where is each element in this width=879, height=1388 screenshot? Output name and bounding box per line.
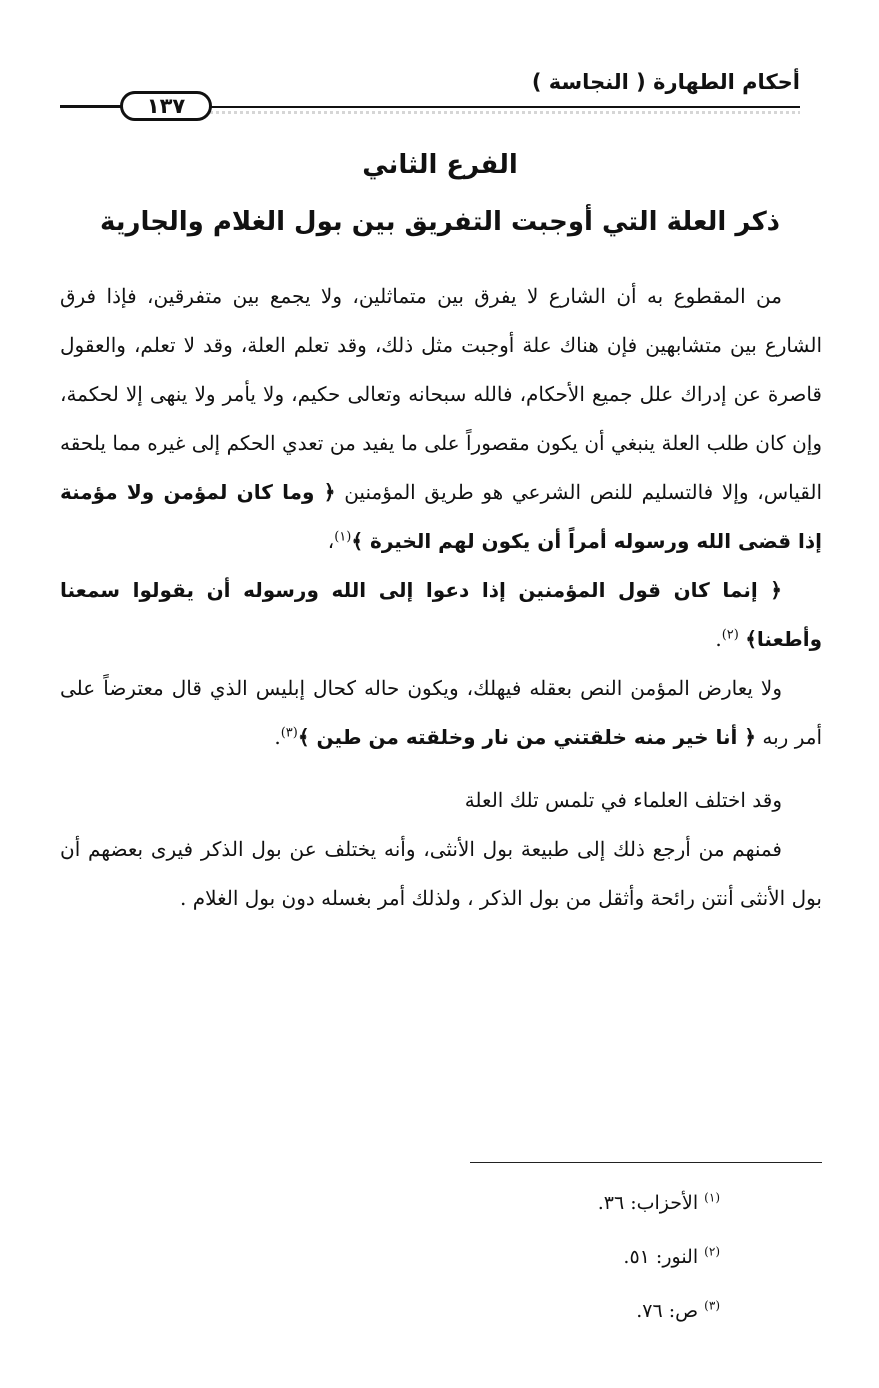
page-number-badge: [120, 91, 212, 121]
footnote-1: [60, 1176, 720, 1230]
main-text: [60, 272, 822, 923]
footnote-marker: (٢): [704, 1244, 720, 1259]
footnote-ref-3: (٣): [280, 725, 298, 741]
quran-quote-3: ﴿ أنا خير منه خلقتني من نار وخلقته من طين ﴾: [297, 725, 757, 749]
page-number: ١٣٧: [146, 94, 186, 118]
paragraph-5: فمنهم من أرجع ذلك إلى طبيعة بول الأنثى، وأنه يختلف عن بول الذكر فيرى بعضهم أن بول الأنثى أنتن رائحة وأثقل من بول الذكر ، ولذلك أمر بغسله دون بول الغلام .: [60, 837, 822, 910]
paragraph-3-end: .: [274, 725, 281, 749]
paragraph-1-text: من المقطوع به أن الشارع لا يفرق بين متماثلين، ولا يجمع بين متفرقين، فإذا فرق الشارع بين متشابهين فإن هناك علة أوجبت مثل ذلك، وقد تعلم العلة، وقد لا تعلم، والعقول قاصرة عن إدراك علل جميع الأحكام، فالله سبحانه وتعالى حكيم، ولا يأمر ولا ينهى إلا لحكمة، وإن كان طلب العلة ينبغي أن يكون مقصوراً على ما يفيد من تعدي الحكم إلى غيره مما يلحقه القياس، وإلا فالتسليم للنص الشرعي هو طريق المؤمنين: [60, 284, 823, 504]
footnote-ref-2: (٢): [721, 627, 739, 643]
branch-title: الفرع الثاني: [362, 150, 518, 180]
paragraph-2: [60, 566, 822, 664]
footnote-text: النور: ٥١.: [623, 1246, 699, 1268]
footnote-3: [60, 1284, 720, 1338]
paragraph-2-end: .: [715, 627, 722, 651]
footnote-2: [60, 1230, 720, 1284]
footnote-separator: [470, 1162, 822, 1163]
footnote-ref-1: (١): [334, 529, 352, 545]
header-rule-right: [210, 106, 800, 108]
page-header: [60, 64, 800, 124]
paragraph-3: [60, 664, 822, 762]
quran-quote-2: ﴿ إنما كان قول المؤمنين إذا دعوا إلى الله ورسوله أن يقولوا سمعنا وأطعنا﴾: [60, 578, 822, 651]
paragraph-3-text: ولا يعارض المؤمن النص بعقله فيهلك، ويكون حاله كحال إبليس الذي قال معترضاً على أمر ربه: [60, 676, 822, 749]
footnote-text: الأحزاب: ٣٦.: [597, 1192, 699, 1214]
paragraph-1-end: ،: [327, 529, 335, 553]
header-rule-ornament: [210, 111, 800, 114]
quran-quote-1: ﴿ وما كان لمؤمن ولا مؤمنة إذا قضى الله ورسوله أمراً أن يكون لهم الخيرة ﴾: [60, 480, 822, 553]
footnote-marker: (٣): [704, 1298, 720, 1313]
running-title: أحكام الطهارة ( النجاسة ): [531, 70, 800, 94]
section-subtitle: ذكر العلة التي أوجبت التفريق بين بول الغلام والجارية: [99, 207, 781, 237]
paragraph-4: وقد اختلف العلماء في تلمس تلك العلة: [464, 788, 782, 812]
header-rule-left: [60, 105, 122, 108]
footnotes: [60, 1176, 720, 1338]
paragraph-1: [60, 272, 822, 566]
footnote-text: ص: ٧٦.: [636, 1300, 699, 1322]
footnote-marker: (١): [704, 1190, 720, 1205]
